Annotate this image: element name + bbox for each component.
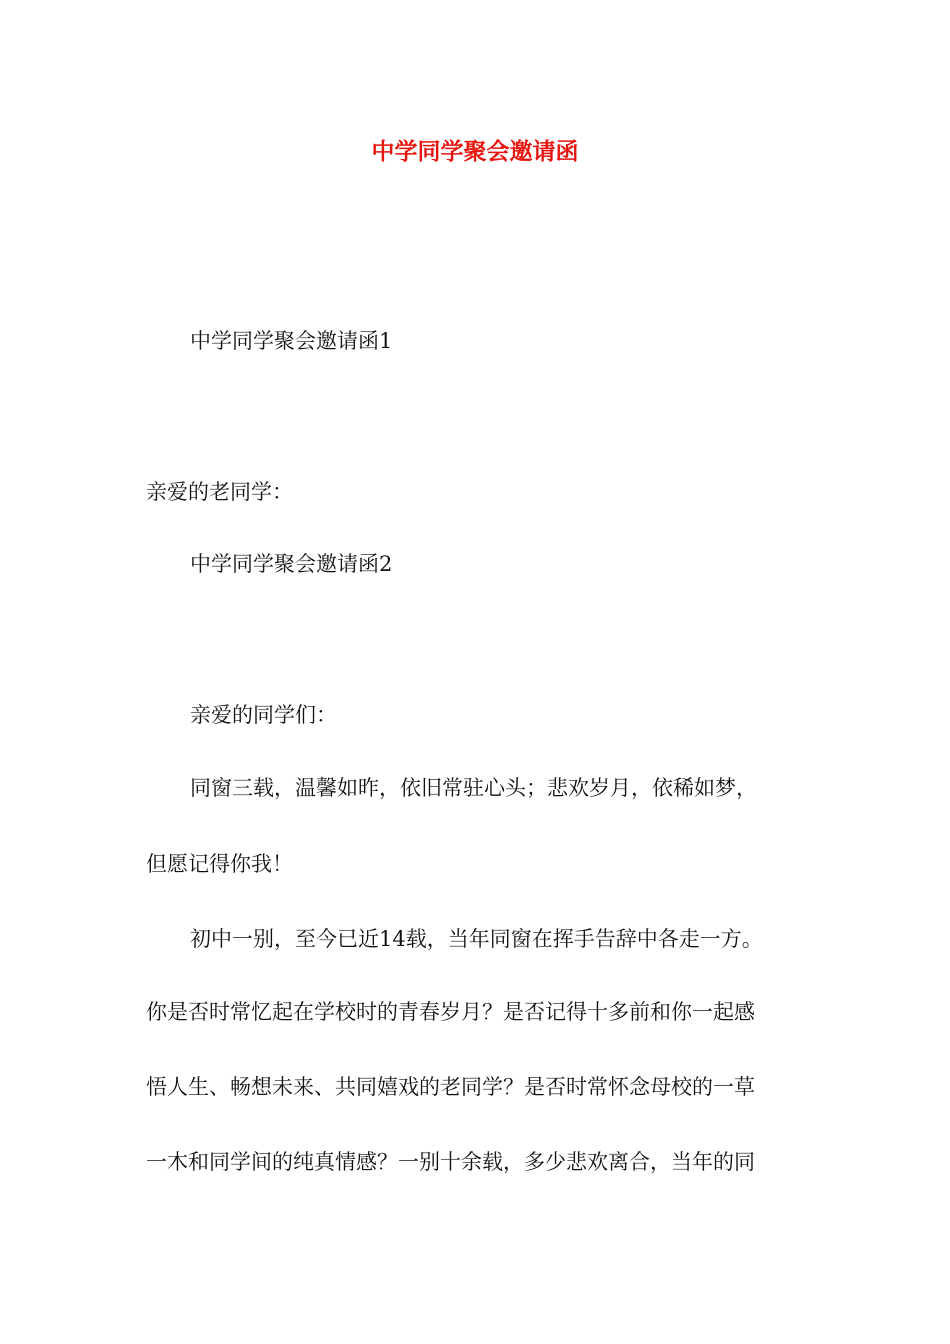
- salutation-2: 亲爱的同学们：: [190, 703, 337, 727]
- body-text-line: 悟人生、畅想未来、共同嬉戏的老同学？是否时常怀念母校的一草: [146, 1075, 755, 1099]
- document-title: 中学同学聚会邀请函: [371, 138, 579, 165]
- body-text-line: 初中一别，至今已近14载，当年同窗在挥手告辞中各走一方。: [190, 927, 763, 951]
- body-text-line: 同窗三载，温馨如昨，依旧常驻心头；悲欢岁月，依稀如梦，: [190, 776, 757, 800]
- section-heading-1: 中学同学聚会邀请函1: [190, 329, 393, 353]
- body-text-line: 一木和同学间的纯真情感？一别十余载，多少悲欢离合，当年的同: [146, 1150, 755, 1174]
- salutation-1: 亲爱的老同学：: [146, 480, 293, 504]
- body-text-line: 但愿记得你我！: [146, 852, 293, 876]
- section-heading-2: 中学同学聚会邀请函2: [190, 552, 393, 576]
- body-text-line: 你是否时常忆起在学校时的青春岁月？是否记得十多前和你一起感: [146, 1000, 755, 1024]
